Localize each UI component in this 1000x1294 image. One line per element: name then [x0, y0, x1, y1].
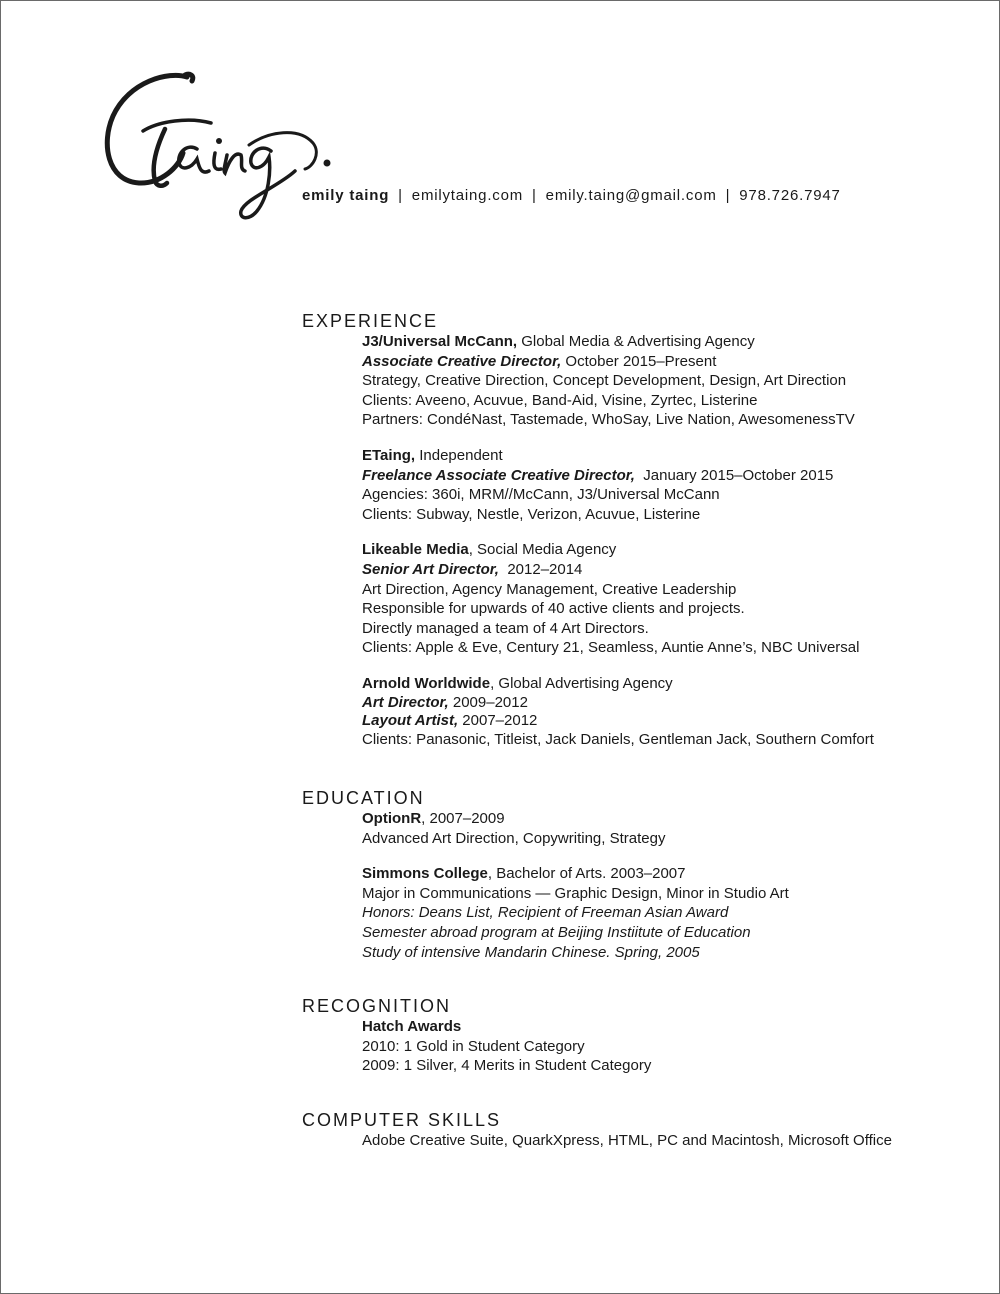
recognition-section: [302, 995, 962, 1076]
school-honors: Semester abroad program at Beijing Instiitute of Education: [362, 923, 751, 941]
job-detail: Responsible for upwards of 40 active clients and projects.: [362, 600, 745, 618]
job-company-desc: , Social Media Agency: [468, 541, 617, 559]
job-detail: Clients: Aveeno, Acuvue, Band-Aid, Visine, Zyrtec, Listerine: [362, 391, 758, 409]
job-dates: 2012–2014: [498, 560, 583, 578]
school-honors: Study of intensive Mandarin Chinese. Spring, 2005: [362, 943, 700, 961]
job-detail: Clients: Subway, Nestle, Verizon, Acuvue, Listerine: [362, 505, 701, 523]
job-role: Art Director,: [362, 693, 449, 711]
job-company-desc: Independent: [415, 446, 503, 464]
job-dates: 2009–2012: [448, 693, 528, 711]
job-role: Senior Art Director,: [362, 560, 499, 578]
section-title-recognition: RECOGNITION: [302, 996, 452, 1016]
school-desc: , Bachelor of Arts. 2003–2007: [487, 865, 686, 883]
job-detail: Art Direction, Agency Management, Creative Leadership: [362, 580, 737, 598]
separator: |: [532, 187, 537, 204]
contact-name: emily taing: [302, 187, 390, 204]
contact-website[interactable]: emilytaing.com: [411, 187, 524, 204]
school-entry: [362, 809, 962, 848]
experience-entries: [362, 332, 962, 749]
job-detail: Strategy, Creative Direction, Concept Development, Design, Art Direction: [362, 372, 847, 390]
job-entry: [362, 540, 962, 658]
job-detail: Partners: CondéNast, Tastemade, WhoSay, Live Nation, AwesomenessTV: [362, 411, 855, 429]
job-company: Arnold Worldwide: [362, 674, 491, 692]
job-detail: Clients: Panasonic, Titleist, Jack Daniels, Gentleman Jack, Southern Comfort: [362, 730, 874, 748]
school-entry: [362, 864, 962, 962]
job-role: Associate Creative Director,: [362, 352, 562, 370]
job-dates: October 2015–Present: [561, 352, 717, 370]
school-name: Simmons College: [362, 865, 488, 883]
skills-list: Adobe Creative Suite, QuarkXpress, HTML, PC and Macintosh, Microsoft Office: [362, 1132, 892, 1149]
job-detail: Directly managed a team of 4 Art Directors.: [362, 619, 649, 637]
school-desc: , 2007–2009: [421, 810, 505, 827]
skills-section: [302, 1109, 962, 1151]
separator: |: [398, 187, 403, 204]
school-honors: Honors: Deans List, Recipient of Freeman Asian Award: [362, 904, 729, 922]
section-title-skills: COMPUTER SKILLS: [302, 1110, 502, 1130]
school-detail: Advanced Art Direction, Copywriting, Strategy: [362, 829, 666, 847]
recognition-entries: [362, 1017, 962, 1076]
school-name: OptionR: [362, 810, 422, 827]
contact-phone[interactable]: 978.726.7947: [739, 187, 841, 204]
job-entry: [362, 332, 962, 430]
award-detail: 2010: 1 Gold in Student Category: [362, 1037, 585, 1055]
skills-entries: [362, 1131, 962, 1151]
job-company: Likeable Media: [362, 541, 469, 559]
contact-line: [302, 187, 841, 204]
job-role: Freelance Associate Creative Director,: [362, 466, 635, 484]
job-dates: January 2015–October 2015: [634, 466, 834, 484]
school-detail: Major in Communications — Graphic Design, Minor in Studio Art: [362, 884, 789, 902]
job-company-desc: Global Media & Advertising Agency: [517, 333, 755, 350]
job-company: ETaing,: [362, 446, 416, 464]
job-entry: [362, 674, 962, 749]
separator: |: [725, 187, 731, 204]
section-title-education: EDUCATION: [302, 788, 425, 808]
job-company-desc: , Global Advertising Agency: [490, 674, 673, 692]
job-detail: Agencies: 360i, MRM//McCann, J3/Universal McCann: [362, 486, 720, 504]
job-detail: Clients: Apple & Eve, Century 21, Seamless, Auntie Anne’s, NBC Universal: [362, 639, 860, 657]
award-name: Hatch Awards: [362, 1018, 462, 1035]
award-entry: [362, 1017, 962, 1076]
job-entry: [362, 446, 962, 524]
job-role-2: Layout Artist,: [362, 711, 459, 729]
education-entries: [362, 809, 962, 962]
experience-section: [302, 310, 962, 749]
job-dates-2: 2007–2012: [458, 711, 538, 729]
section-title-experience: EXPERIENCE: [302, 311, 439, 331]
contact-email[interactable]: emily.taing@gmail.com: [545, 187, 717, 204]
education-section: [302, 787, 962, 962]
award-detail: 2009: 1 Silver, 4 Merits in Student Category: [362, 1057, 652, 1075]
job-company: J3/Universal McCann,: [362, 333, 518, 350]
